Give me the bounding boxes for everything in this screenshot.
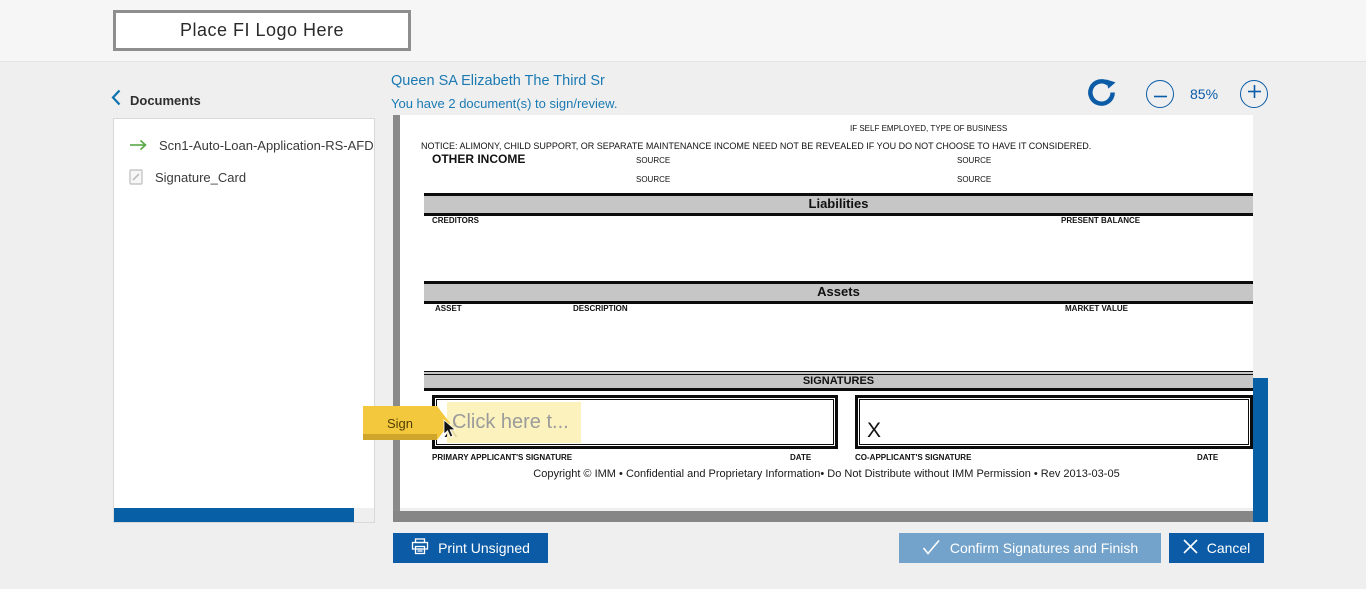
cancel-button[interactable] bbox=[1169, 533, 1264, 563]
document-page bbox=[400, 115, 1253, 508]
description-column-label: DESCRIPTION bbox=[573, 304, 628, 313]
asset-column-label: ASSET bbox=[435, 304, 462, 313]
document-viewer bbox=[393, 115, 1268, 522]
source-label: SOURCE bbox=[957, 156, 992, 165]
cancel-label: Cancel bbox=[1206, 540, 1251, 556]
minus-icon bbox=[1154, 85, 1167, 103]
refresh-button[interactable] bbox=[1086, 77, 1117, 108]
signatures-section-header: SIGNATURES bbox=[424, 371, 1253, 391]
document-list bbox=[113, 118, 375, 523]
print-unsigned-button[interactable] bbox=[393, 533, 548, 563]
co-signature-box-inner bbox=[859, 399, 1249, 445]
viewer-vertical-scrollbar-thumb[interactable] bbox=[1253, 378, 1268, 522]
liabilities-section-header: Liabilities bbox=[424, 193, 1253, 216]
print-unsigned-label: Print Unsigned bbox=[438, 540, 530, 556]
sign-tab[interactable]: Sign bbox=[363, 406, 437, 440]
primary-date-label: DATE bbox=[790, 453, 812, 462]
click-here-to-sign-field[interactable]: Click here t... bbox=[447, 402, 581, 443]
document-list-hscrollbar-thumb[interactable] bbox=[114, 508, 354, 522]
zoom-level: 85% bbox=[1190, 86, 1219, 102]
mouse-cursor-icon bbox=[443, 419, 457, 443]
zoom-out-button[interactable] bbox=[1146, 80, 1174, 108]
confirm-label: Confirm Signatures and Finish bbox=[949, 540, 1139, 556]
present-balance-column-label: PRESENT BALANCE bbox=[1061, 216, 1141, 225]
copyright-line: Copyright © IMM • Confidential and Proprietary Information• Do Not Distribute without IMM Permission • Rev 2013-03-05 bbox=[533, 468, 1120, 480]
source-label: SOURCE bbox=[957, 175, 992, 184]
assets-section-header: Assets bbox=[424, 281, 1253, 304]
document-list-hscrollbar[interactable] bbox=[114, 508, 374, 522]
sign-review-instruction: You have 2 document(s) to sign/review. bbox=[391, 96, 618, 111]
documents-title: Documents bbox=[130, 92, 201, 108]
document-item-label: Scn1-Auto-Loan-Application-RS-AFD bbox=[159, 137, 374, 153]
chevron-left-icon bbox=[111, 89, 121, 111]
notice-text: NOTICE: ALIMONY, CHILD SUPPORT, OR SEPARATE MAINTENANCE INCOME NEED NOT BE REVEALED IF YOU DO NOT CHOOSE TO HAVE IT CONSIDERED. bbox=[421, 141, 1092, 151]
market-value-column-label: MARKET VALUE bbox=[1065, 304, 1128, 313]
document-list-item-signature-card[interactable] bbox=[114, 161, 374, 193]
co-date-label: DATE bbox=[1197, 453, 1219, 462]
documents-back-header[interactable] bbox=[111, 89, 201, 111]
co-signature-x: X bbox=[867, 419, 882, 442]
refresh-icon bbox=[1086, 95, 1117, 112]
plus-icon bbox=[1248, 85, 1261, 103]
other-income-label: OTHER INCOME bbox=[432, 152, 526, 166]
checkmark-icon bbox=[922, 539, 941, 558]
green-arrow-right-icon bbox=[129, 139, 148, 151]
printer-icon bbox=[411, 538, 429, 558]
self-employed-label: IF SELF EMPLOYED, TYPE OF BUSINESS bbox=[850, 124, 1008, 133]
viewer-left-edge bbox=[393, 115, 400, 521]
fi-logo-placeholder bbox=[113, 10, 411, 51]
co-applicant-signature-box bbox=[855, 395, 1253, 449]
close-x-icon bbox=[1183, 539, 1198, 557]
creditors-column-label: CREDITORS bbox=[432, 216, 479, 225]
recipient-name: Queen SA Elizabeth The Third Sr bbox=[391, 73, 605, 89]
zoom-in-button[interactable] bbox=[1240, 80, 1268, 108]
fi-logo-text: Place FI Logo Here bbox=[179, 20, 345, 40]
co-applicant-signature-label: CO-APPLICANT'S SIGNATURE bbox=[855, 453, 972, 462]
document-list-item-auto-loan[interactable] bbox=[114, 129, 374, 161]
source-label: SOURCE bbox=[636, 175, 671, 184]
document-pencil-icon bbox=[129, 169, 144, 185]
document-item-label: Signature_Card bbox=[155, 169, 247, 185]
confirm-signatures-finish-button[interactable] bbox=[899, 533, 1161, 563]
source-label: SOURCE bbox=[636, 156, 671, 165]
recipient-header bbox=[391, 73, 617, 111]
primary-signature-label: PRIMARY APPLICANT'S SIGNATURE bbox=[432, 453, 573, 462]
viewer-horizontal-scrollbar[interactable] bbox=[393, 511, 1253, 522]
